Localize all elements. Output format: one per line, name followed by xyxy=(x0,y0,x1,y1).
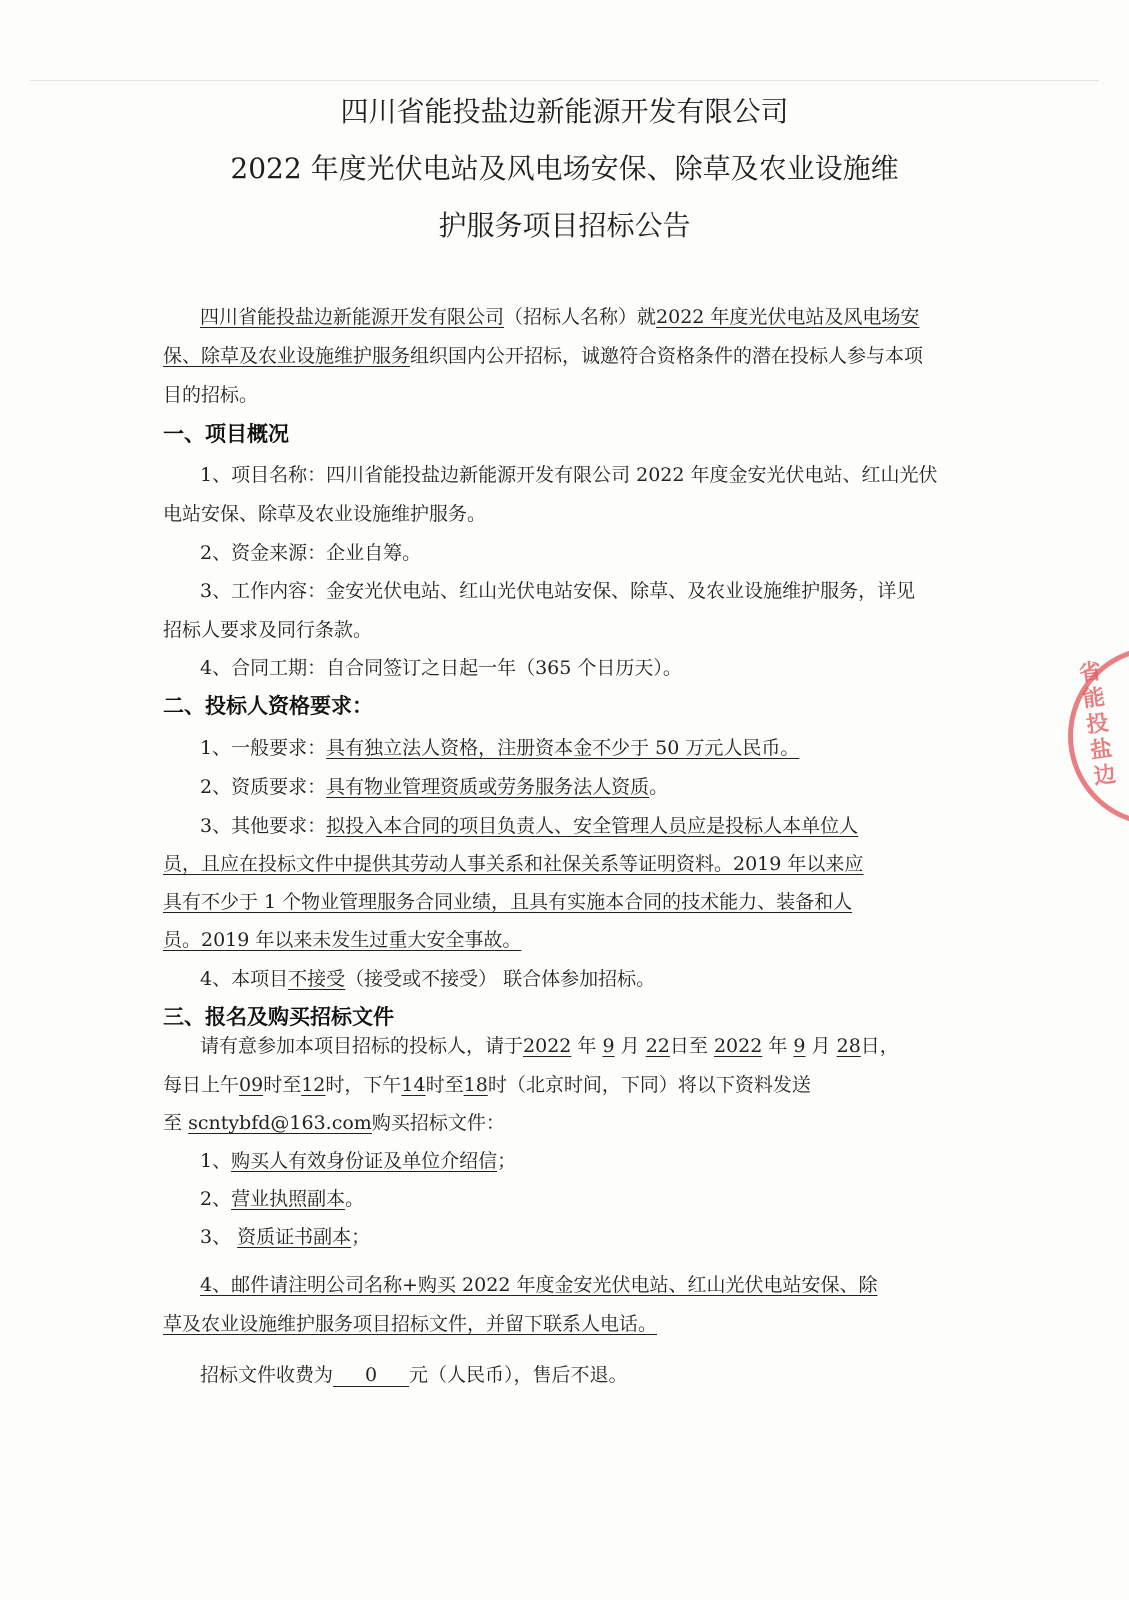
fee-value: 0 xyxy=(333,1365,409,1387)
s1-item-4: 4、合同工期：自合同签订之日起一年（365 个日历天）。 xyxy=(200,657,682,679)
s3-req-4-line-1: 4、邮件请注明公司名称+购买 2022 年度金安光伏电站、红山光伏电站安保、除 xyxy=(200,1274,878,1296)
s2-item-1: 1、一般要求：具有独立法人资格，注册资本金不少于 50 万元人民币。 xyxy=(200,737,800,759)
s2-item-3-line-3: 具有不少于 1 个物业管理服务合同业绩，且具有实施本合同的技术能力、装备和人 xyxy=(163,891,853,913)
email-link[interactable]: scntybfd@163.com xyxy=(188,1112,372,1134)
intro-line-1: 四川省能投盐边新能源开发有限公司（招标人名称）就2022 年度光伏电站及风电场安 xyxy=(200,306,920,328)
s3-req-2: 2、营业执照副本。 xyxy=(200,1188,365,1210)
s1-item-1-line-2: 电站安保、除草及农业设施维护服务。 xyxy=(163,503,487,525)
s2-item-3-line-4: 员。2019 年以来未发生过重大安全事故。 xyxy=(163,929,522,951)
intro-line-3: 目的招标。 xyxy=(163,384,259,406)
s2-item-3-line-2: 员，且应在投标文件中提供其劳动人事关系和社保关系等证明资料。2019 年以来应 xyxy=(163,853,864,875)
s2-item-4: 4、本项目不接受（接受或不接受） 联合体参加招标。 xyxy=(200,968,656,990)
intro-line-2: 保、除草及农业设施维护服务组织国内公开招标，诚邀符合资格条件的潜在投标人参与本项 xyxy=(163,345,924,367)
s2-item-2: 2、资质要求：具有物业管理资质或劳务服务法人资质。 xyxy=(200,776,669,798)
s3-fee-line: 招标文件收费为 0 元（人民币），售后不退。 xyxy=(200,1364,628,1386)
s1-item-1-line-1: 1、项目名称：四川省能投盐边新能源开发有限公司 2022 年度金安光伏电站、红山光伏 xyxy=(200,464,938,486)
seal-text: 省能投盐边 xyxy=(1074,658,1117,792)
s3-req-3: 3、 资质证书副本； xyxy=(200,1226,371,1248)
s3-req-4-line-2: 草及农业设施维护服务项目招标文件，并留下联系人电话。 xyxy=(163,1313,658,1335)
s3-req-1: 1、购买人有效身份证及单位介绍信； xyxy=(200,1150,517,1172)
section-2-heading: 二、投标人资格要求： xyxy=(163,694,373,718)
title-line-1: 四川省能投盐边新能源开发有限公司 xyxy=(340,95,789,128)
s1-item-3-line-1: 3、工作内容：金安光伏电站、红山光伏电站安保、除草、及农业设施维护服务，详见 xyxy=(200,580,916,602)
s2-item-3-line-1: 3、其他要求：拟投入本合同的项目负责人、安全管理人员应是投标人本单位人 xyxy=(200,815,859,837)
title-line-3: 护服务项目招标公告 xyxy=(438,209,691,242)
s3-date-line: 请有意参加本项目招标的投标人，请于2022 年 9 月 22日至 2022 年 9 月 28日， xyxy=(200,1035,899,1057)
s1-item-3-line-2: 招标人要求及同行条款。 xyxy=(163,619,373,641)
s3-time-line: 每日上午09时至12时，下午14时至18时（北京时间，下同）将以下资料发送 xyxy=(163,1074,811,1096)
scan-edge-line xyxy=(30,80,1099,81)
s1-item-2: 2、资金来源：企业自筹。 xyxy=(200,542,422,564)
section-1-heading: 一、项目概况 xyxy=(163,422,289,446)
section-3-heading: 三、报名及购买招标文件 xyxy=(163,1005,394,1029)
s3-email-line: 至 scntybfd@163.com购买招标文件： xyxy=(163,1112,505,1134)
title-line-2: 2022 年度光伏电站及风电场安保、除草及农业设施维 xyxy=(230,152,899,185)
